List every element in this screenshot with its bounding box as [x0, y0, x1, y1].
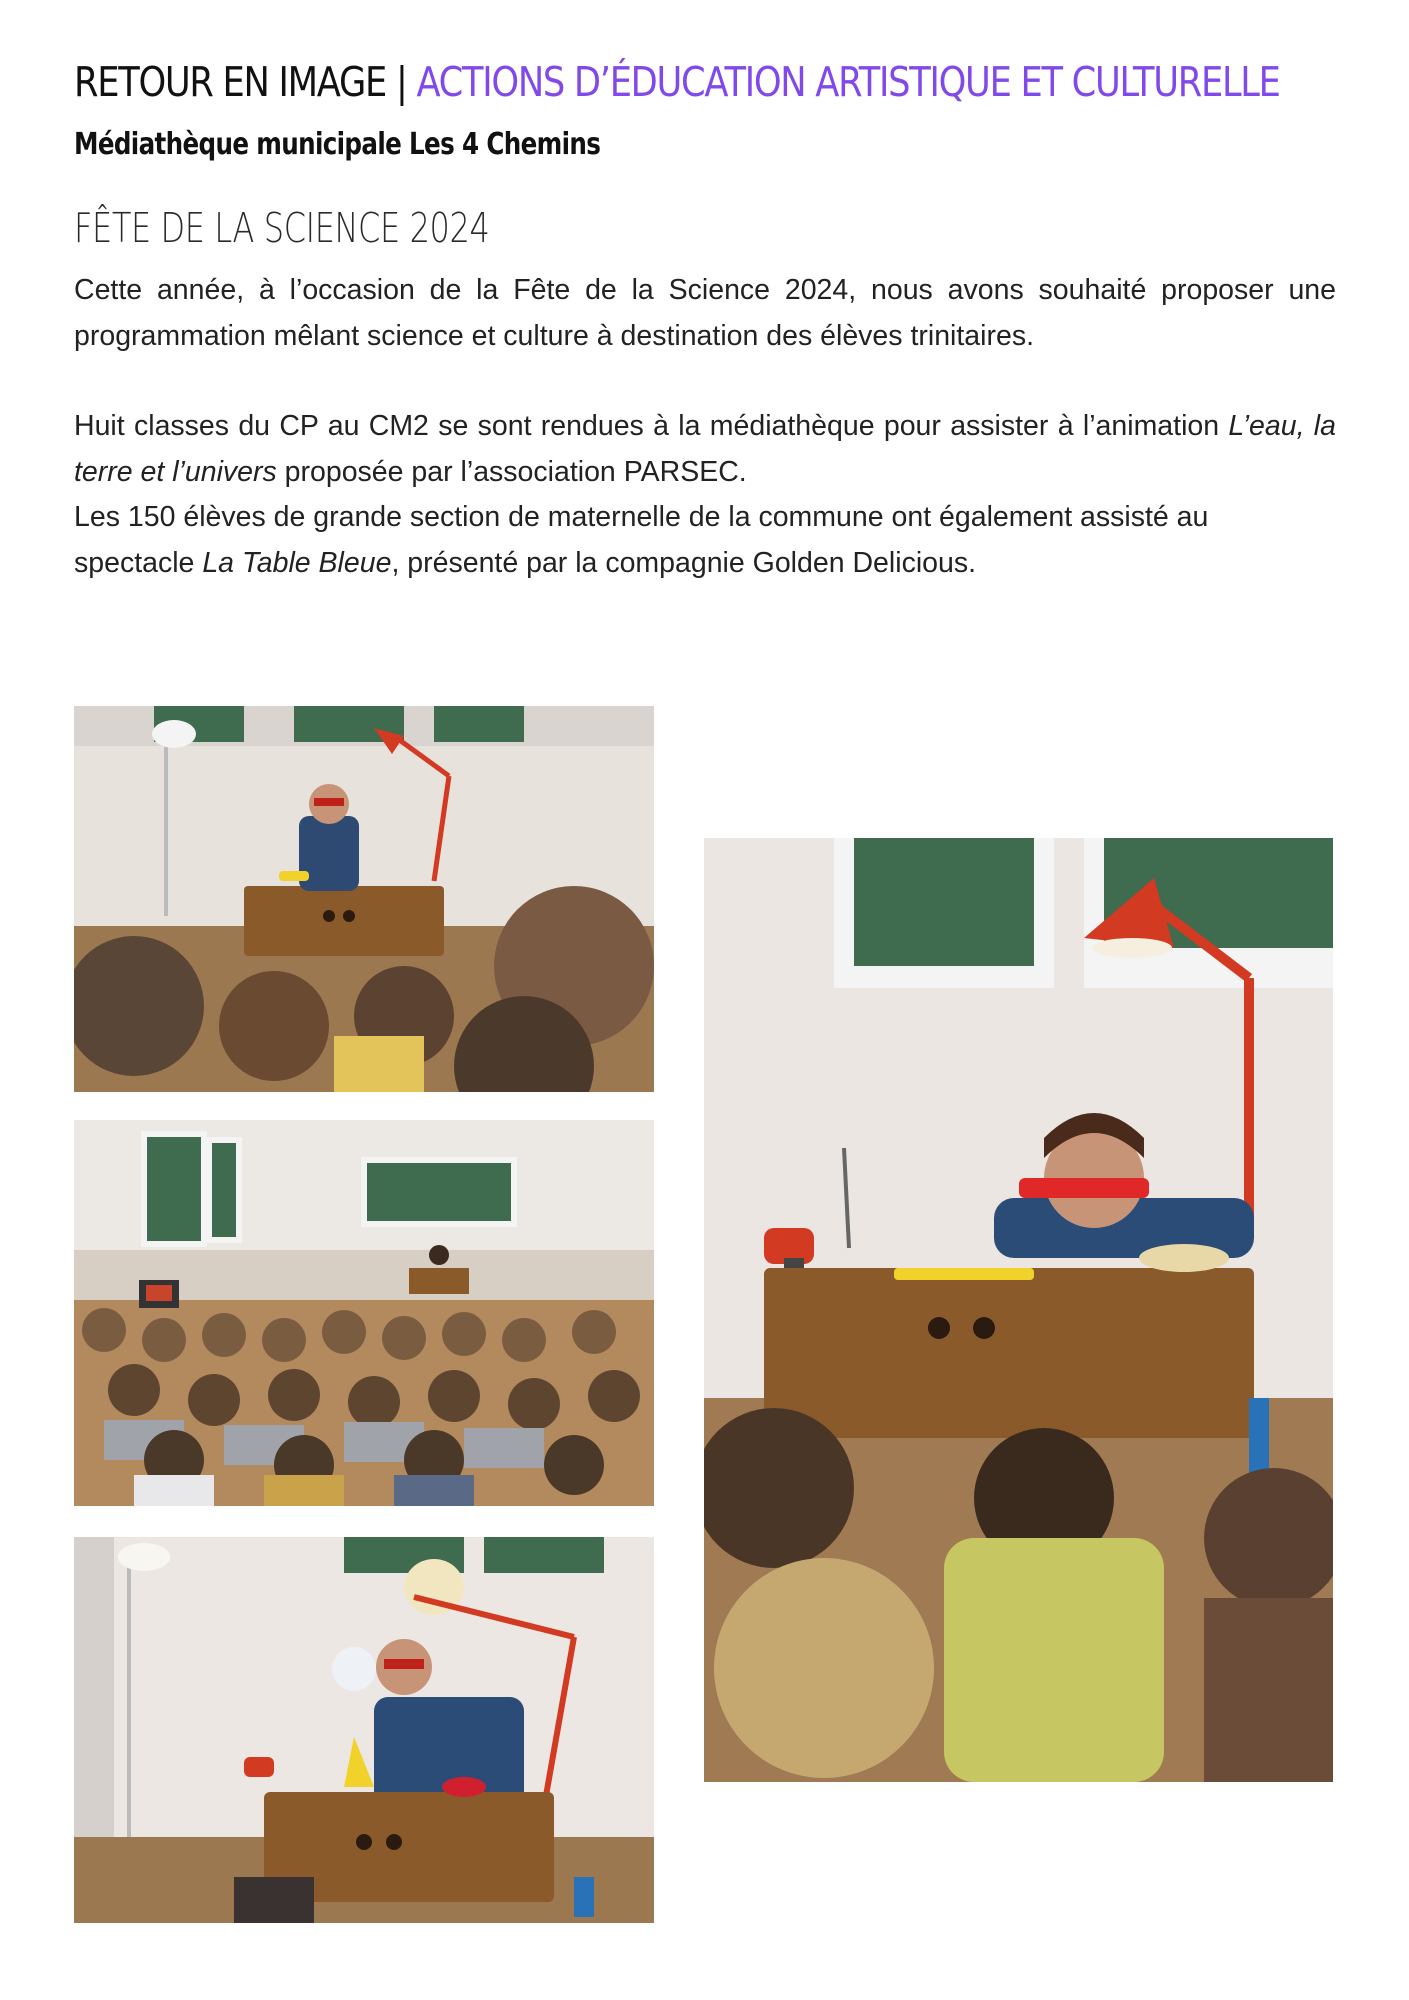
spectacle-title: La Table Bleue	[202, 546, 392, 579]
photo-performer-balloon	[74, 1537, 654, 1923]
paragraph-spectacle-text: Les 150 élèves de grande section de maternelle de la commune ont également assisté au spectacle	[74, 501, 1209, 579]
paragraph-parsec-text: Huit classes du CP au CM2 se sont rendues à la médiathèque pour assister à l’animation	[74, 410, 1229, 442]
photo-audience-room	[74, 1120, 654, 1506]
body-text	[74, 268, 1336, 586]
photo-performer-closeup	[704, 838, 1333, 1782]
photo-performer-with-lamp	[74, 706, 654, 1092]
page-subtitle: Médiathèque municipale Les 4 Chemins	[74, 127, 601, 162]
paragraph-parsec	[74, 404, 1336, 495]
animation-title: L’eau, la terre et l’univers	[74, 410, 1336, 488]
page-header	[74, 58, 1280, 106]
paragraph-intro: Cette année, à l’occasion de la Fête de la Science 2024, nous avons souhaité proposer une programmation mêlant science et culture à destination des élèves trinitaires.	[74, 274, 1336, 352]
header-accent-label: ACTIONS D’ÉDUCATION ARTISTIQUE ET CULTURELLE	[416, 58, 1280, 106]
paragraph-spectacle	[74, 495, 1336, 586]
paragraph-parsec-text-end: proposée par l’association PARSEC.	[276, 455, 747, 488]
section-title: FÊTE DE LA SCIENCE 2024	[74, 204, 490, 252]
paragraph-spectacle-text-end: , présenté par la compagnie Golden Delicious.	[391, 546, 977, 579]
header-label: RETOUR EN IMAGE |	[74, 58, 417, 106]
